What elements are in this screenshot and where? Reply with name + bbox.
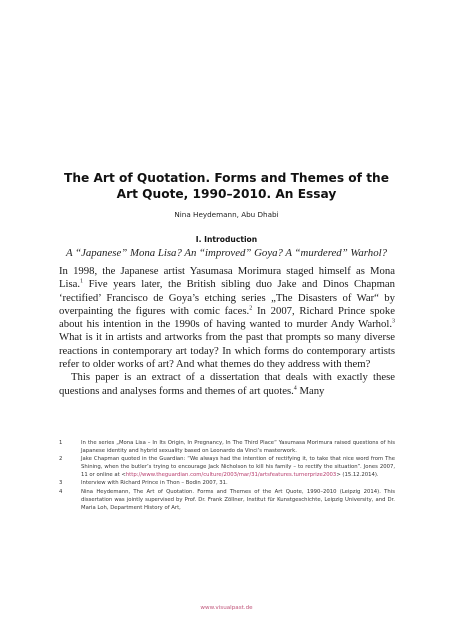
footnote-3	[59, 479, 395, 487]
paragraph-1-part-d: What is it in artists and artworks from the past that prompts so many diverse reactions in contemporary art today? In which forms do contemporary artists refer to older works of art? And what themes do they address with them?	[59, 331, 395, 371]
footnote-text-part-b: > (15.12.2014).	[336, 472, 379, 479]
footnote-1	[59, 439, 395, 455]
footnote-text: In the series „Mona Lisa – In Its Origin, In Pregnancy, In The Third Place“ Yasumasa Morimura raised questions of his Japanese identity and hybrid sexuality based on Leonardo da Vinci’s masterwork.	[81, 440, 395, 455]
footer-url[interactable]: www.visualpast.de	[200, 605, 253, 611]
paragraph-1-part-c: In 2007, Richard Prince spoke about his intention in the 1990s of having wanted to murder Andy Warhol.	[59, 304, 395, 331]
footnote-text: Interview with Richard Prince in Thon – Bodin 2007, 31.	[81, 480, 228, 487]
footnote-number: 4	[59, 488, 63, 495]
paragraph-2-part-b: Many	[296, 384, 325, 397]
footnote-text	[81, 455, 395, 479]
footnote-ref-4: 4	[293, 385, 297, 392]
footnote-ref-3: 3	[392, 318, 395, 325]
paragraph-1-part-a: In 1998, the Japanese artist Yasumasa Morimura staged himself as Mona Lisa.	[59, 265, 395, 291]
footnote-number: 2	[59, 456, 63, 463]
footnote-number: 3	[59, 480, 63, 487]
paper-title-line-1: The Art of Quotation. Forms and Themes of the	[64, 171, 389, 185]
paragraph-1-part-b: Five years later, the British sibling duo Jake and Dinos Chapman ‘rectified’ Francisco de Goya’s etching series „The Disasters of War“ by overpainting the figures with comic faces.	[59, 278, 395, 317]
footnote-ref-2: 2	[249, 305, 253, 312]
paragraph-2	[59, 371, 395, 398]
footnote-text: Nina Heydemann, The Art of Quotation. Forms and Themes of the Art Quote, 1990–2010 (Leipzig 2014). This dissertation was jointly supervised by Prof. Dr. Frank Zöllner, Institut für Kunstgeschichte, Leipzig University, and Dr. Maria Loh, Department History of Art,	[81, 488, 395, 511]
paper-title	[40, 170, 413, 202]
footnote-4	[59, 488, 395, 512]
footnote-2	[59, 455, 395, 479]
section-heading: I. Introduction	[195, 235, 258, 244]
paragraph-2-part-a: This paper is an extract of a dissertation that deals with exactly these questions and analyses forms and themes of art quotes.	[59, 371, 395, 397]
footnote-text-part-a: Jake Chapman quoted in the Guardian: “We always had the intention of rectifying it, to take that nice word from The Shining, when the butler’s trying to encourage Jack Nicholson to kill his family – to rectify the situation”. Jones 2007, 11 or online at <	[81, 456, 395, 479]
epigraph: A “Japanese” Mona Lisa? An “improved” Goya? A “murdered” Warhol?	[65, 247, 388, 259]
footnotes	[59, 439, 395, 512]
body-text	[59, 265, 395, 398]
paragraph-1	[59, 265, 395, 371]
footnote-ref-1: 1	[80, 278, 84, 285]
paper-title-line-2: Art Quote, 1990–2010. An Essay	[116, 187, 337, 201]
footnote-number: 1	[59, 440, 63, 446]
guardian-link[interactable]: http://www.theguardian.com/culture/2003/mar/31/artsfeatures.turnerprize2003	[125, 472, 337, 479]
author-line: Nina Heydemann, Abu Dhabi	[174, 210, 279, 219]
